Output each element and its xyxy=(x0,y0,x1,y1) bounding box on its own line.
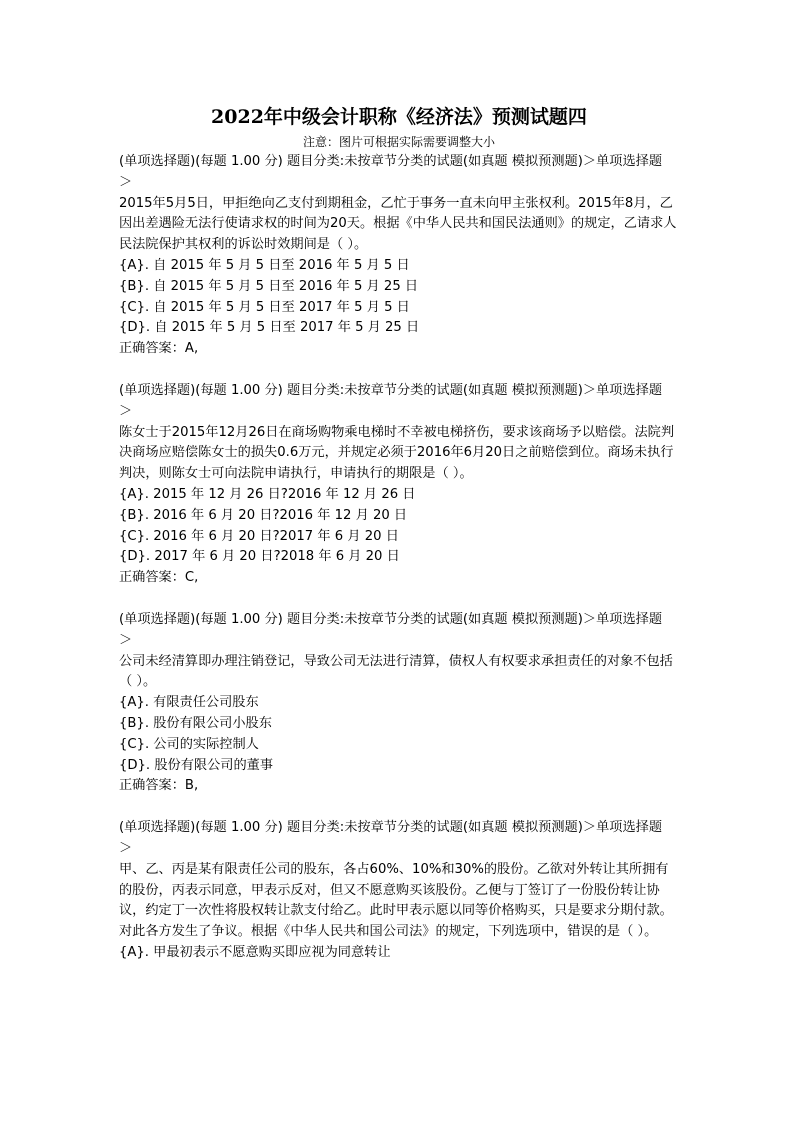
option-a: {A}. 自 2015 年 5 月 5 日至 2016 年 5 月 5 日 xyxy=(119,257,410,273)
option-b: {B}. 股份有限公司小股东 xyxy=(119,715,272,731)
question-stem: 2015年5月5日，甲拒绝向乙支付到期租金，乙忙于事务一直未向甲主张权利。2015年8月，乙因出差遇险无法行使请求权的时间为20天。根据《中华人民共和国民法通则》的规定，乙请求人民法院保护其权利的诉讼时效期间是（ ）。 xyxy=(119,195,677,253)
option-c: {C}. 2016 年 6 月 20 日?2017 年 6 月 20 日 xyxy=(119,528,399,544)
question-stem: 甲、乙、丙是某有限责任公司的股东，各占60%、10%和30%的股份。乙欲对外转让其所拥有的股份，丙表示同意，甲表示反对，但又不愿意购买该股份。乙便与丁签订了一份股份转让协议，约定丁一次性将股权转让款支付给乙。此时甲表示愿以同等价格购买，只是要求分期付款。对此各方发生了争议。根据《中华人民共和国公司法》的规定，下列选项中，错误的是（ ）。 xyxy=(119,861,673,940)
document-title: 2022年中级会计职称《经济法》预测试题四 xyxy=(211,106,587,128)
question-stem: 公司未经清算即办理注销登记，导致公司无法进行清算，债权人有权要求承担责任的对象不包括（ ）。 xyxy=(119,653,673,690)
option-d: {D}. 2017 年 6 月 20 日?2018 年 6 月 20 日 xyxy=(119,549,400,565)
question-1 xyxy=(119,152,679,360)
correct-answer: 正确答案：B, xyxy=(119,778,199,794)
question-4 xyxy=(119,818,679,964)
option-d: {D}. 股份有限公司的董事 xyxy=(119,757,274,773)
spacer xyxy=(119,589,679,610)
question-3 xyxy=(119,610,679,797)
question-stem: 陈女士于2015年12月26日在商场购物乘电梯时不幸被电梯挤伤，要求该商场予以赔偿。法院判决商场应赔偿陈女士的损失0.6万元，并规定必须于2016年6月20日之前赔偿到位。商场未执行判决，则陈女士可向法院申请执行，申请执行的期限是（ ）。 xyxy=(119,424,675,482)
option-b: {B}. 2016 年 6 月 20 日?2016 年 12 月 20 日 xyxy=(119,507,408,523)
spacer xyxy=(119,797,679,818)
correct-answer: 正确答案：C, xyxy=(119,570,199,586)
document-note: 注意：图片可根据实际需要调整大小 xyxy=(302,135,495,149)
document-page xyxy=(119,100,679,964)
spacer xyxy=(119,360,679,381)
option-a: {A}. 有限责任公司股东 xyxy=(119,695,259,711)
option-a: {A}. 2015 年 12 月 26 日?2016 年 12 月 26 日 xyxy=(119,486,416,502)
question-header: (单项选择题)(每题 1.00 分) 题目分类:未按章节分类的试题(如真题 模拟预测题)＞单项选择题 ＞ xyxy=(119,154,663,190)
option-d: {D}. 自 2015 年 5 月 5 日至 2017 年 5 月 25 日 xyxy=(119,320,420,336)
question-header: (单项选择题)(每题 1.00 分) 题目分类:未按章节分类的试题(如真题 模拟预测题)＞单项选择题 ＞ xyxy=(119,382,663,419)
question-header: (单项选择题)(每题 1.00 分) 题目分类:未按章节分类的试题(如真题 模拟预测题)＞单项选择题 ＞ xyxy=(119,611,663,648)
option-a: {A}. 甲最初表示不愿意购买即应视为同意转让 xyxy=(119,944,391,960)
option-c: {C}. 自 2015 年 5 月 5 日至 2017 年 5 月 5 日 xyxy=(119,299,410,315)
correct-answer: 正确答案：A, xyxy=(119,341,199,357)
question-2 xyxy=(119,381,679,589)
option-b: {B}. 自 2015 年 5 月 5 日至 2016 年 5 月 25 日 xyxy=(119,278,419,294)
question-header: (单项选择题)(每题 1.00 分) 题目分类:未按章节分类的试题(如真题 模拟预测题)＞单项选择题 ＞ xyxy=(119,820,663,856)
option-c: {C}. 公司的实际控制人 xyxy=(119,736,259,752)
